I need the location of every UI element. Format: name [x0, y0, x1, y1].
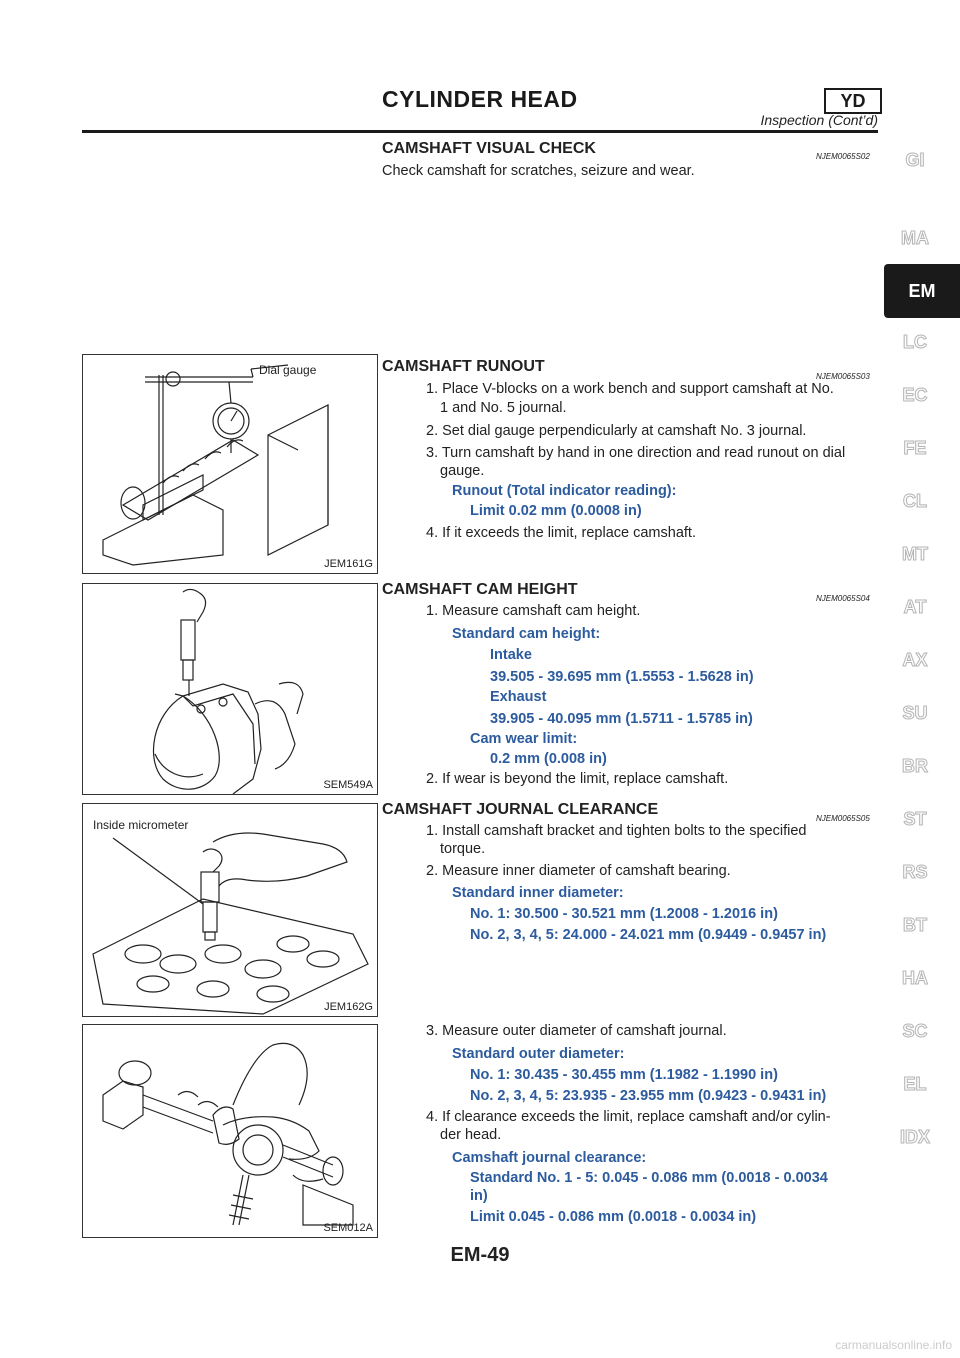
- runout-spec-value: Limit 0.02 mm (0.0008 in): [470, 503, 642, 519]
- intake-label: Intake: [490, 647, 532, 663]
- runout-step1a: 1. Place V-blocks on a work bench and support camshaft at No.: [426, 381, 834, 397]
- cam-height-spec-label: Standard cam height:: [452, 626, 601, 642]
- figure-code: JEM161G: [324, 558, 373, 570]
- visual-check-text: Check camshaft for scratches, seizure and wear.: [382, 163, 695, 179]
- runout-step3a: 3. Turn camshaft by hand in one direction and read runout on dial: [426, 445, 846, 461]
- journal-outer-illustration: [83, 1025, 377, 1237]
- inner-diameter-no1: No. 1: 30.500 - 30.521 mm (1.2008 - 1.2016 in): [470, 906, 778, 922]
- cam-height-title: CAMSHAFT CAM HEIGHT: [382, 581, 578, 598]
- side-tab-idx[interactable]: IDX: [899, 1127, 930, 1147]
- journal-step4b: der head.: [440, 1127, 502, 1143]
- journal-clearance-standard-b: in): [470, 1188, 488, 1204]
- journal-clearance-ref: NJEM0065S05: [816, 814, 870, 823]
- cam-height-step1: 1. Measure camshaft cam height.: [426, 603, 641, 619]
- outer-diameter-no1: No. 1: 30.435 - 30.455 mm (1.1982 - 1.1990 in): [470, 1067, 778, 1083]
- visual-check-title: CAMSHAFT VISUAL CHECK: [382, 140, 596, 157]
- exhaust-value: 39.905 - 40.095 mm (1.5711 - 1.5785 in): [490, 711, 753, 727]
- page-title: CYLINDER HEAD: [382, 86, 578, 112]
- side-tab-mt[interactable]: MT: [902, 544, 928, 564]
- dial-gauge-label: Dial gauge: [259, 363, 317, 377]
- side-tab-ma[interactable]: MA: [901, 228, 929, 248]
- outer-diameter-label: Standard outer diameter:: [452, 1046, 625, 1062]
- cam-height-illustration: [83, 584, 377, 794]
- side-tab-ha[interactable]: HA: [902, 968, 928, 988]
- intake-value: 39.505 - 39.695 mm (1.5553 - 1.5628 in): [490, 669, 754, 685]
- page-subtitle: Inspection (Cont’d): [760, 112, 878, 128]
- side-tab-el[interactable]: EL: [903, 1074, 927, 1094]
- journal-clearance-title: CAMSHAFT JOURNAL CLEARANCE: [382, 801, 659, 818]
- journal-clearance-label: Camshaft journal clearance:: [452, 1150, 647, 1166]
- journal-step2: 2. Measure inner diameter of camshaft bearing.: [426, 863, 731, 879]
- side-tab-su[interactable]: SU: [902, 703, 928, 723]
- outer-diameter-no2: No. 2, 3, 4, 5: 23.935 - 23.955 mm (0.9423 - 0.9431 in): [470, 1088, 827, 1104]
- journal-step3: 3. Measure outer diameter of camshaft journal.: [426, 1023, 727, 1039]
- runout-step2: 2. Set dial gauge perpendicularly at camshaft No. 3 journal.: [426, 423, 807, 439]
- figure-journal-outer: [82, 1024, 378, 1238]
- side-tab-ec[interactable]: EC: [902, 385, 928, 405]
- inner-diameter-label: Standard inner diameter:: [452, 885, 624, 901]
- visual-check-ref: NJEM0065S02: [816, 152, 870, 161]
- inside-micrometer-label: Inside micrometer: [93, 818, 189, 832]
- runout-step1b: 1 and No. 5 journal.: [440, 400, 567, 416]
- runout-ref: NJEM0065S03: [816, 372, 870, 381]
- journal-step4a: 4. If clearance exceeds the limit, replace camshaft and/or cylin-: [426, 1109, 831, 1125]
- wear-limit-label: Cam wear limit:: [470, 731, 578, 747]
- side-tab-fe[interactable]: FE: [903, 438, 927, 458]
- figure-code: SEM549A: [323, 779, 373, 791]
- inner-diameter-no2: No. 2, 3, 4, 5: 24.000 - 24.021 mm (0.9449 - 0.9457 in): [470, 927, 827, 943]
- runout-step4: 4. If it exceeds the limit, replace camshaft.: [426, 525, 696, 541]
- side-tab-ax[interactable]: AX: [902, 650, 928, 670]
- side-tab-sc[interactable]: SC: [902, 1021, 928, 1041]
- journal-clearance-standard-a: Standard No. 1 - 5: 0.045 - 0.086 mm (0.0018 - 0.0034: [470, 1170, 828, 1186]
- header-rule: [82, 130, 878, 133]
- side-tab-st[interactable]: ST: [903, 809, 927, 829]
- figure-code: JEM162G: [324, 1001, 373, 1013]
- side-tab-cl[interactable]: CL: [903, 491, 927, 511]
- figure-inside-micrometer: [82, 803, 378, 1017]
- watermark: carmanualsonline.info: [835, 1338, 952, 1352]
- cam-height-step2: 2. If wear is beyond the limit, replace camshaft.: [426, 771, 729, 787]
- engine-badge: YD: [824, 88, 882, 114]
- journal-clearance-limit: Limit 0.045 - 0.086 mm (0.0018 - 0.0034 in): [470, 1209, 757, 1225]
- journal-step1b: torque.: [440, 841, 486, 857]
- runout-step3b: gauge.: [440, 463, 485, 479]
- exhaust-label: Exhaust: [490, 689, 547, 705]
- side-tab-em[interactable]: EM: [884, 264, 960, 318]
- side-tab-at[interactable]: AT: [903, 597, 927, 617]
- journal-step1a: 1. Install camshaft bracket and tighten bolts to the specified: [426, 823, 807, 839]
- side-tab-rs[interactable]: RS: [902, 862, 928, 882]
- figure-cam-height: [82, 583, 378, 795]
- page-number: EM-49: [450, 1244, 510, 1266]
- side-tab-gi[interactable]: GI: [905, 150, 925, 170]
- side-tab-br[interactable]: BR: [902, 756, 928, 776]
- figure-dial-gauge: [82, 354, 378, 574]
- runout-spec-label: Runout (Total indicator reading):: [452, 483, 677, 499]
- wear-limit-value: 0.2 mm (0.008 in): [490, 751, 607, 767]
- figure-code: SEM012A: [323, 1222, 373, 1234]
- side-tab-bt[interactable]: BT: [903, 915, 927, 935]
- side-tab-lc[interactable]: LC: [903, 332, 927, 352]
- runout-title: CAMSHAFT RUNOUT: [382, 358, 545, 375]
- cam-height-ref: NJEM0065S04: [816, 594, 870, 603]
- inside-micrometer-illustration: [83, 804, 377, 1016]
- dial-gauge-illustration: [83, 355, 377, 573]
